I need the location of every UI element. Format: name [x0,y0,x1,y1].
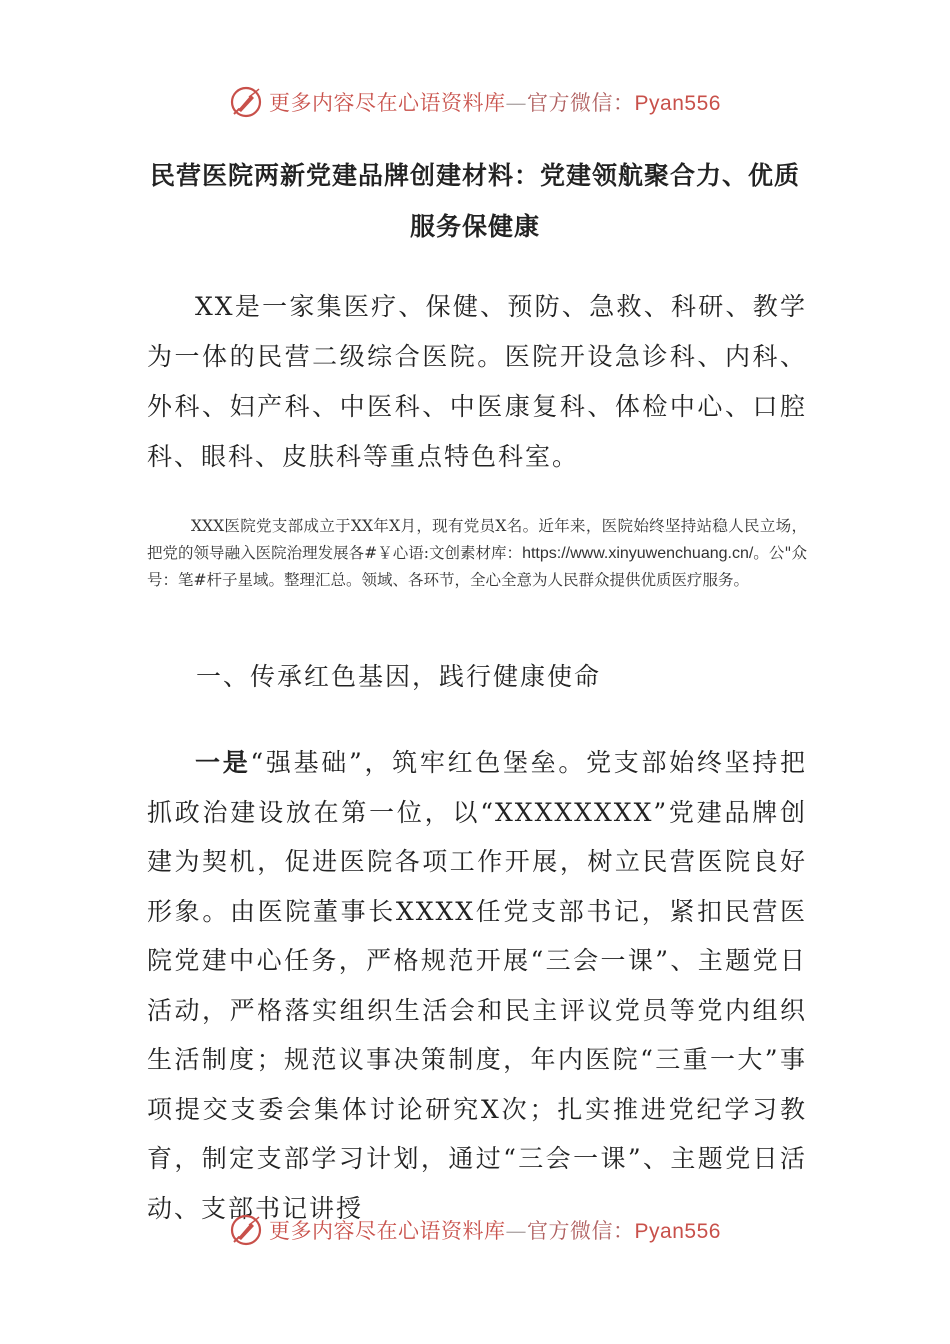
banner-text: 更多内容尽在心语资料库—官方微信：Pyan556 [269,1219,721,1243]
pen-logo-icon [229,85,263,119]
section-heading: 一、传承红色基因，践行健康使命 [196,662,602,691]
intro-paragraph: XX是一家集医疗、保健、预防、急救、科研、教学为一体的民营二级综合医院。医院开设急诊科、内科、外科、妇产科、中医科、中医康复科、体检中心、口腔科、眼科、皮肤科等重点特色科室。 [147,292,807,471]
header-banner [0,82,950,122]
paragraph-lead: 一是 [195,748,251,777]
pen-logo-icon [229,1213,263,1247]
source-url: https://www.xinyuwenchuang.cn/ [522,545,754,562]
body-paragraph: 一是“强基础”，筑牢红色堡垒。党支部始终坚持把抓政治建设放在第一位，以“XXXXXXXX”党建品牌创建为契机，促进医院各项工作开展，树立民营医院良好形象。由医院董事长XXXX任党支部书记，紧扣民营医院党建中心任务，严格规范开展“三会一课”、主题党日活动，严格落实组织生活会和民主评议党员等党内组织生活制度；规范议事决策制度，年内医院“三重一大”事项提交支委会集体讨论研究X次；扎实推进党纪学习教育，制定支部学习计划，通过“三会一课”、主题党日活动、支部书记讲授 [147,748,807,1223]
watermark-note-paragraph: XXX医院党支部成立于XX年X月，现有党员X名。近年来，医院始终坚持站稳人民立场，把党的领导融入医院治理发展各#￥心语:文创素材库：https://www.xinyuwenchuang.cn/。公"众号：笔#杆子星域。整理汇总。领域、各环节，全心全意为人民群众提供优质医疗服务。 [147,517,807,589]
banner-text: 更多内容尽在心语资料库—官方微信：Pyan556 [269,91,721,115]
document-title: 民营医院两新党建品牌创建材料：党建领航聚合力、优质服务保健康 [149,161,800,241]
footer-banner [0,1210,950,1250]
